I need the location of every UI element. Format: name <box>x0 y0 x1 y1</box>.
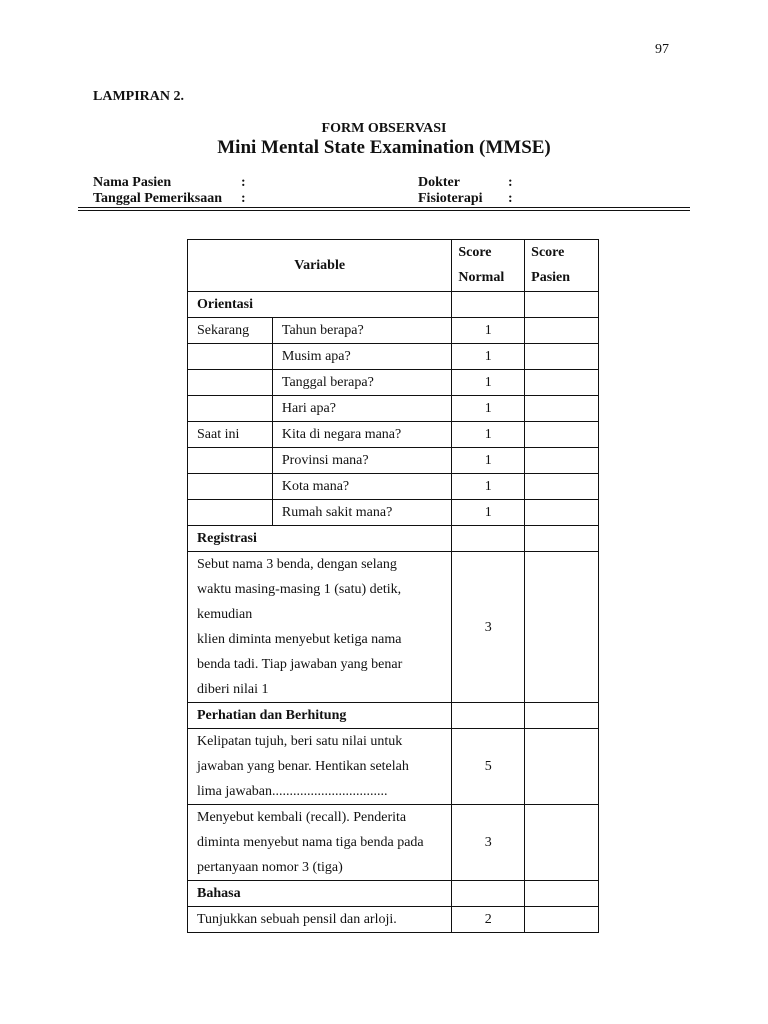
table-row <box>188 729 599 805</box>
variable-header: Variable <box>188 240 452 292</box>
patient-name-field <box>93 175 246 191</box>
score-patient-cell[interactable] <box>525 907 599 933</box>
table-row <box>188 552 599 703</box>
score-patient-cell[interactable] <box>525 422 599 448</box>
question-cell: Tanggal berapa? <box>272 370 451 396</box>
table-row <box>188 344 599 370</box>
perhatian-item2-line: pertanyaan nomor 3 (tiga) <box>197 860 343 875</box>
form-label: FORM OBSERVASI <box>321 121 447 136</box>
score-normal-cell <box>452 881 525 907</box>
registrasi-line: waktu masing-masing 1 (satu) detik, <box>197 582 402 597</box>
score-normal-cell: 2 <box>452 907 525 933</box>
score-patient-cell[interactable] <box>525 370 599 396</box>
question-cell: Hari apa? <box>272 396 451 422</box>
section-row-bahasa <box>188 881 599 907</box>
table-row <box>188 422 599 448</box>
perhatian-item1-description <box>188 729 452 805</box>
score-patient-cell[interactable] <box>525 526 599 552</box>
registrasi-line: kemudian <box>197 607 253 622</box>
group-cell <box>188 396 273 422</box>
score-patient-cell[interactable] <box>525 474 599 500</box>
group-cell <box>188 344 273 370</box>
registrasi-line: Sebut nama 3 benda, dengan selang <box>197 557 397 572</box>
table-row <box>188 907 599 933</box>
question-cell: Rumah sakit mana? <box>272 500 451 526</box>
score-patient-cell[interactable] <box>525 552 599 703</box>
score-normal-cell <box>452 526 525 552</box>
score-normal-cell: 5 <box>452 729 525 805</box>
question-cell: Musim apa? <box>272 344 451 370</box>
score-patient-cell[interactable] <box>525 448 599 474</box>
appendix-label: LAMPIRAN 2. <box>93 89 184 104</box>
score-normal-cell <box>452 292 525 318</box>
form-title: Mini Mental State Examination (MMSE) <box>217 137 551 158</box>
score-normal-header-line2: Normal <box>458 270 505 285</box>
group-cell: Sekarang <box>188 318 273 344</box>
mmse-table <box>187 239 599 933</box>
exam-date-colon: : <box>241 191 246 206</box>
table-row <box>188 500 599 526</box>
score-normal-cell: 1 <box>452 500 525 526</box>
doctor-label: Dokter <box>418 175 460 190</box>
physiotherapist-colon: : <box>508 191 513 206</box>
registrasi-line: benda tadi. Tiap jawaban yang benar <box>197 657 403 672</box>
table-row <box>188 448 599 474</box>
section-label-perhatian: Perhatian dan Berhitung <box>188 703 452 729</box>
score-normal-cell: 1 <box>452 318 525 344</box>
section-label-orientasi: Orientasi <box>188 292 452 318</box>
question-cell: Kota mana? <box>272 474 451 500</box>
doctor-colon: : <box>508 175 513 190</box>
registrasi-line: klien diminta menyebut ketiga nama <box>197 632 402 647</box>
score-normal-cell: 1 <box>452 474 525 500</box>
group-cell: Saat ini <box>188 422 273 448</box>
bahasa-item1-description: Tunjukkan sebuah pensil dan arloji. <box>188 907 452 933</box>
section-label-registrasi: Registrasi <box>188 526 452 552</box>
group-cell <box>188 370 273 396</box>
score-patient-cell[interactable] <box>525 500 599 526</box>
table-row <box>188 370 599 396</box>
score-patient-cell[interactable] <box>525 396 599 422</box>
score-normal-cell: 1 <box>452 396 525 422</box>
score-patient-cell[interactable] <box>525 729 599 805</box>
perhatian-item1-line: jawaban yang benar. Hentikan setelah <box>197 759 409 774</box>
score-normal-header-line1: Score <box>458 245 492 260</box>
registrasi-description <box>188 552 452 703</box>
score-patient-cell[interactable] <box>525 805 599 881</box>
score-normal-cell: 1 <box>452 422 525 448</box>
score-patient-cell[interactable] <box>525 703 599 729</box>
perhatian-item2-line: diminta menyebut nama tiga benda pada <box>197 835 424 850</box>
table-row <box>188 396 599 422</box>
score-patient-cell[interactable] <box>525 344 599 370</box>
header-divider-top <box>78 207 690 208</box>
registrasi-line: diberi nilai 1 <box>197 682 269 697</box>
score-patient-header-line2: Pasien <box>531 270 571 285</box>
perhatian-item1-line: Kelipatan tujuh, beri satu nilai untuk <box>197 734 403 749</box>
question-cell: Kita di negara mana? <box>272 422 451 448</box>
doctor-field <box>418 175 513 191</box>
score-normal-cell: 1 <box>452 344 525 370</box>
score-patient-cell[interactable] <box>525 881 599 907</box>
score-patient-cell[interactable] <box>525 318 599 344</box>
page-number: 97 <box>655 42 669 57</box>
score-normal-cell: 1 <box>452 370 525 396</box>
section-row-orientasi <box>188 292 599 318</box>
patient-name-label: Nama Pasien <box>93 175 172 190</box>
group-cell <box>188 500 273 526</box>
table-row <box>188 474 599 500</box>
score-normal-header <box>452 240 525 292</box>
question-cell: Provinsi mana? <box>272 448 451 474</box>
header-divider-bottom <box>78 210 690 211</box>
section-row-registrasi <box>188 526 599 552</box>
score-normal-cell: 3 <box>452 805 525 881</box>
patient-name-colon: : <box>241 175 246 190</box>
score-patient-cell[interactable] <box>525 292 599 318</box>
section-row-perhatian <box>188 703 599 729</box>
question-cell: Tahun berapa? <box>272 318 451 344</box>
table-row <box>188 318 599 344</box>
perhatian-item1-line: lima jawaban................................. <box>197 784 388 799</box>
exam-date-label: Tanggal Pemeriksaan <box>93 191 222 206</box>
perhatian-item2-line: Menyebut kembali (recall). Penderita <box>197 810 407 825</box>
perhatian-item2-description <box>188 805 452 881</box>
group-cell <box>188 448 273 474</box>
exam-date-field <box>93 191 246 207</box>
score-patient-header-line1: Score <box>531 245 565 260</box>
score-normal-cell <box>452 703 525 729</box>
table-header-row <box>188 240 599 292</box>
physiotherapist-label: Fisioterapi <box>418 191 483 206</box>
section-label-bahasa: Bahasa <box>188 881 452 907</box>
score-normal-cell: 1 <box>452 448 525 474</box>
table-row <box>188 805 599 881</box>
group-cell <box>188 474 273 500</box>
score-normal-cell: 3 <box>452 552 525 703</box>
score-patient-header <box>525 240 599 292</box>
physiotherapist-field <box>418 191 513 207</box>
